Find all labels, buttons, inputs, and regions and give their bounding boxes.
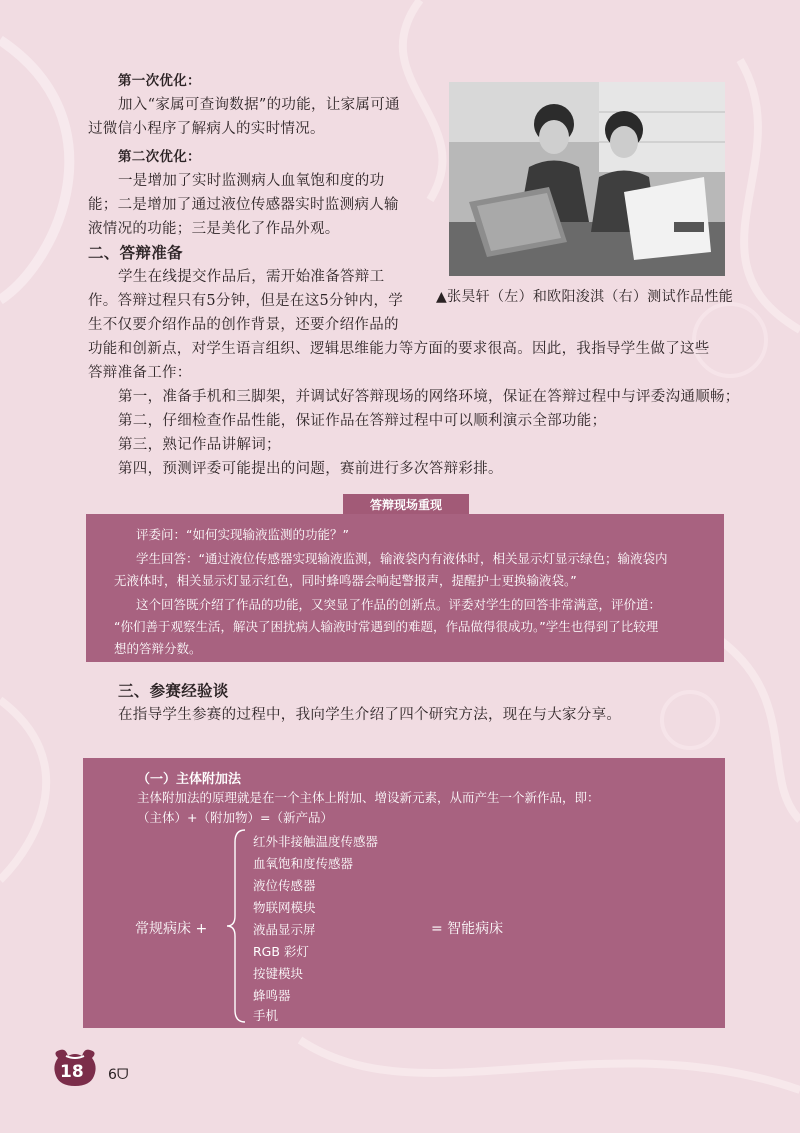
section3-heading: 三、参赛经验谈: [118, 682, 229, 700]
addon-item: 物联网模块: [253, 900, 316, 915]
base-object: 常规病床 +: [135, 921, 208, 937]
addon-item: 手机: [253, 1008, 279, 1023]
photo-caption: ▲张昊轩（左）和欧阳浚淇（右）测试作品性能: [436, 289, 734, 305]
addon-item: 液晶显示屏: [253, 922, 316, 937]
scene-comment-line3: 想的答辩分数。: [114, 641, 202, 656]
prep-item-1: 第一，准备手机和三脚架，并调试好答辩现场的网络环境，保证在答辩过程中与评委沟通顺畅；: [118, 389, 740, 405]
section2-heading: 二、答辩准备: [88, 244, 183, 262]
prep-item-2: 第二，仔细检查作品性能，保证作品在答辩过程中可以顺利演示全部功能；: [118, 413, 607, 429]
scene-comment-line2: “你们善于观察生活，解决了困扰病人输液时常遇到的难题，作品做得很成功。”学生也得到了比较理: [114, 619, 659, 634]
curly-brace-icon: [225, 828, 249, 1024]
section3-intro: 在指导学生参赛的过程中，我向学生介绍了四个研究方法，现在与大家分享。: [118, 707, 622, 723]
addon-item: 按键模块: [253, 966, 304, 981]
method-description: 主体附加法的原理就是在一个主体上附加、增设新元素，从而产生一个新作品，即：: [137, 790, 600, 805]
opt1-line2: 过微信小程序了解病人的实时情况。: [88, 121, 325, 137]
opt2-line2: 能；二是增加了通过液位传感器实时监测病人输: [88, 197, 399, 213]
prep-item-4: 第四，预测评委可能提出的问题，赛前进行多次答辩彩排。: [118, 461, 503, 477]
prep-item-3: 第三，熟记作品讲解词；: [118, 437, 281, 453]
page-number: 18: [60, 1062, 84, 1082]
method-title: （一）主体附加法: [137, 772, 242, 787]
opt1-line1: 加入“家属可查询数据”的功能，让家属可通: [118, 97, 400, 113]
scene-question: 评委问：“如何实现输液监测的功能？”: [136, 527, 349, 542]
opt2-label: 第二次优化：: [118, 149, 201, 165]
method-box: [83, 758, 725, 1028]
scene-answer-line1: 学生回答：“通过液位传感器实现输液监测，输液袋内有液体时，相关显示灯显示绿色；输液袋内: [136, 551, 668, 566]
opt2-line3: 液情况的功能；三是美化了作品外观。: [88, 221, 340, 237]
page-glyph: 6ᗜ: [108, 1067, 129, 1083]
scene-box: [86, 514, 724, 662]
section2-line3: 生不仅要介绍作品的创作背景，还要介绍作品的: [88, 317, 399, 333]
method-formula: （主体）+（附加物）=（新产品）: [137, 810, 333, 825]
section2-line2: 作。答辩过程只有5分钟，但是在这5分钟内，学: [88, 293, 404, 309]
scene-comment-line1: 这个回答既介绍了作品的功能，又突显了作品的创新点。评委对学生的回答非常满意，评价道：: [136, 597, 662, 612]
addon-item: 红外非接触温度传感器: [253, 834, 379, 849]
section2-line4: 功能和创新点，对学生语言组织、逻辑思维能力等方面的要求很高。因此，我指导学生做了这些: [88, 341, 710, 357]
addon-item: 血氧饱和度传感器: [253, 856, 354, 871]
result-product: = 智能病床: [431, 921, 504, 937]
opt2-line1: 一是增加了实时监测病人血氧饱和度的功: [118, 173, 385, 189]
addon-item: 液位传感器: [253, 878, 316, 893]
section2-line1: 学生在线提交作品后，需开始准备答辩工: [118, 269, 385, 285]
addon-item: RGB 彩灯: [253, 944, 309, 959]
scene-label: 答辩现场重现: [343, 494, 469, 516]
addon-item: 蜂鸣器: [253, 988, 291, 1003]
scene-answer-line2: 无液体时，相关显示灯显示红色，同时蜂鸣器会响起警报声，提醒护士更换输液袋。”: [114, 573, 577, 588]
section2-line5: 答辩准备工作：: [88, 365, 192, 381]
opt1-label: 第一次优化：: [118, 73, 201, 89]
students-testing-photo: [449, 82, 725, 276]
